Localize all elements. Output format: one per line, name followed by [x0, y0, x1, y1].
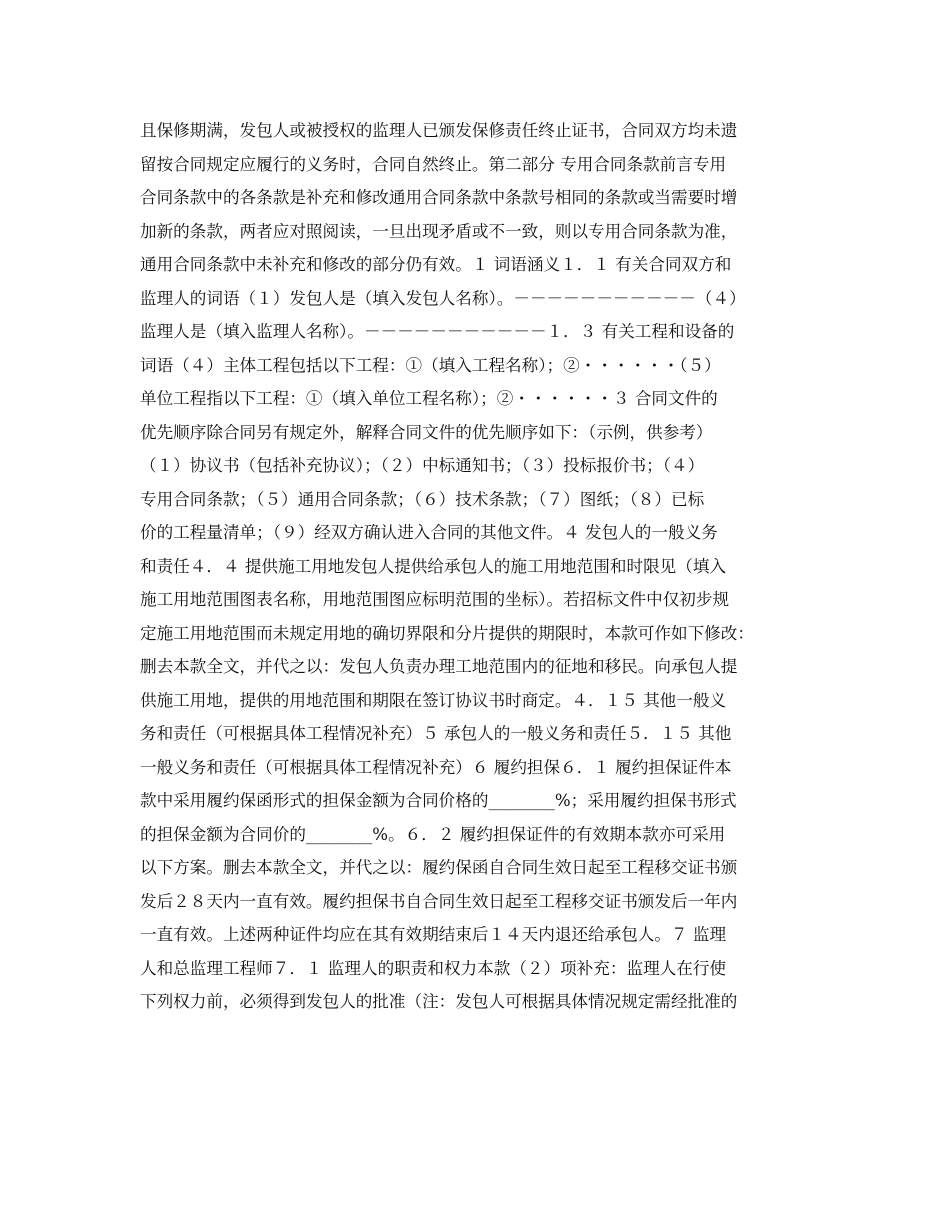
text-line: 词语（４）主体工程包括以下工程：①（填入工程名称）；②・・・・・・（５）: [140, 355, 721, 375]
text-line: 且保修期满，发包人或被授权的监理人已颁发保修责任终止证书，合同双方均未遗: [140, 121, 738, 140]
text-line: 和责任４．４ 提供施工用地发包人提供给承包人的施工用地范围和时限见（填入: [140, 556, 727, 576]
text-line: 留按合同规定应履行的义务时，合同自然终止。第二部分 专用合同条款前言专用: [140, 154, 727, 174]
text-line: 加新的条款，两者应对照阅读，一旦出现矛盾或不一致，则以专用合同条款为准，: [140, 221, 738, 241]
text-line: 发后２８天内一直有效。履约担保书自合同生效日起至工程移交证书颁发后一年内: [140, 891, 738, 911]
text-line: 款中采用履约保函形式的担保金额为合同价格的________%；采用履约担保书形式: [140, 791, 737, 810]
text-line: 务和责任（可根据具体工程情况补充）５ 承包人的一般义务和责任５．１５ 其他: [140, 724, 732, 743]
text-line: 人和总监理工程师７．１ 监理人的职责和权力本款（２）项补充：监理人在行使: [140, 958, 727, 978]
text-line: 的担保金额为合同价的________%。６．２ 履约担保证件的有效期本款亦可采用: [140, 824, 726, 844]
document-body: [140, 114, 840, 1019]
text-line: 监理人的词语（１）发包人是（填入发包人名称）。－－－－－－－－－－－（４）: [140, 288, 746, 308]
text-line: 合同条款中的各条款是补充和修改通用合同条款中条款号相同的条款或当需要时增: [140, 188, 738, 207]
text-line: 一般义务和责任（可根据具体工程情况补充）６ 履约担保６．１ 履约担保证件本: [140, 757, 732, 777]
text-line: 优先顺序除合同另有规定外，解释合同文件的优先顺序如下：（示例，供参考）: [140, 422, 713, 442]
text-line: 下列权力前，必须得到发包人的批准（注：发包人可根据具体情况规定需经批准的: [140, 992, 738, 1011]
text-line: 监理人是（填入监理人名称）。－－－－－－－－－－－１．３ 有关工程和设备的: [140, 322, 735, 341]
text-line: （１）协议书（包括补充协议）；（２）中标通知书；（３）投标报价书；（４）: [140, 456, 705, 475]
text-line: 删去本款全文，并代之以：发包人负责办理工地范围内的征地和移民。向承包人提: [140, 657, 738, 676]
text-line: 单位工程指以下工程：①（填入单位工程名称）；②・・・・・・３ 合同文件的: [140, 389, 718, 408]
text-line: 以下方案。删去本款全文，并代之以：履约保函自合同生效日起至工程移交证书颁: [140, 858, 738, 877]
text-line: 一直有效。上述两种证件均应在其有效期结束后１４天内退还给承包人。７ 监理: [140, 925, 727, 944]
text-line: 价的工程量清单；（９）经双方确认进入合同的其他文件。４ 发包人的一般义务: [140, 523, 718, 542]
text-line: 定施工用地范围而未规定用地的确切界限和分片提供的期限时，本款可作如下修改：: [140, 623, 754, 643]
text-line: 供施工用地，提供的用地范围和期限在签订协议书时商定。４．１５ 其他一般义: [140, 690, 727, 710]
text-line: 专用合同条款；（５）通用合同条款；（６）技术条款；（７）图纸；（８）已标: [140, 489, 705, 509]
text-line: 通用合同条款中未补充和修改的部分仍有效。１ 词语涵义１．１ 有关合同双方和: [140, 255, 732, 274]
text-line: 施工用地范围图表名称，用地范围图应标明范围的坐标）。若招标文件中仅初步规: [140, 590, 730, 609]
